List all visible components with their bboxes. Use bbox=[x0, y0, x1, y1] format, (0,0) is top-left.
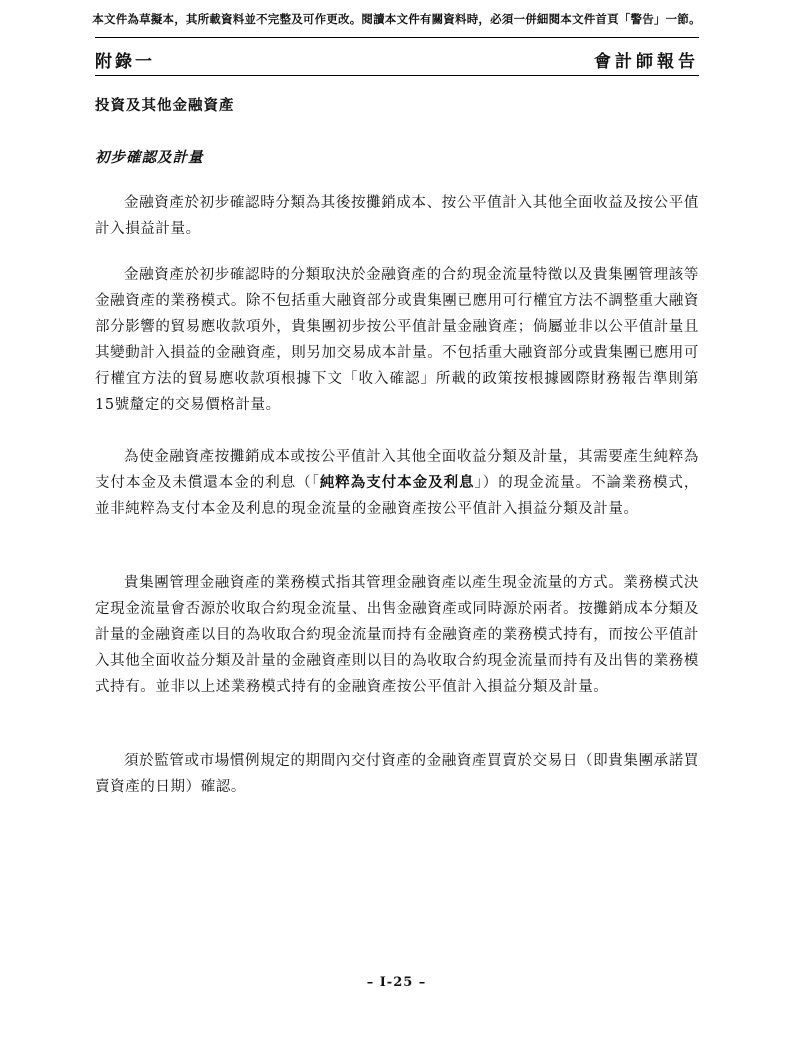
draft-disclaimer: 本文件為草擬本，其所載資料並不完整及可作更改。閱讀本文件有關資料時，必須一併細閱本文件首頁「警告」一節。 bbox=[92, 12, 701, 26]
appendix-label: 附錄一 bbox=[95, 52, 155, 72]
subsection-title: 初步確認及計量 bbox=[95, 149, 204, 166]
paragraph-sppi bbox=[95, 444, 699, 522]
sppi-text-before: 為使金融資產按攤銷成本或按公平值計入其他全面收益分類及計量，其需要產生純粹為支付本金及未償還本金的利息（「 bbox=[95, 449, 699, 491]
page-number: – I-25 – bbox=[366, 975, 427, 990]
paragraph-business-model: 貴集團管理金融資產的業務模式指其管理金融資產以產生現金流量的方式。業務模式決定現金流量會否源於收取合約現金流量、出售金融資產或同時源於兩者。按攤銷成本分類及計量的金融資產以目的為收取合約現金流量而持有金融資產的業務模式持有，而按公平值計入其他全面收益分類及計量的金融資產則以目的為收取合約現金流量而持有及出售的業務模式持有。並非以上述業務模式持有的金融資產按公平值計入損益分類及計量。 bbox=[95, 575, 699, 695]
paragraph-business-model-classification: 金融資產於初步確認時的分類取決於金融資產的合約現金流量特徵以及貴集團管理該等金融資產的業務模式。除不包括重大融資部分或貴集團已應用可行權宜方法不調整重大融資部分影響的貿易應收款項外，貴集團初步按公平值計量金融資產；倘屬並非以公平值計量且其變動計入損益的金融資產，則另加交易成本計量。不包括重大融資部分或貴集團已應用可行權宜方法的貿易應收款項根據下文「收入確認」所載的政策按根據國際財務報告準則第15號釐定的交易價格計量。 bbox=[95, 267, 699, 413]
paragraph-classification: 金融資產於初步確認時分類為其後按攤銷成本、按公平值計入其他全面收益及按公平值計入損益計量。 bbox=[95, 195, 699, 237]
paragraph-trade-date: 須於監管或市場慣例規定的期間內交付資產的金融資產買賣於交易日（即貴集團承諾買賣資產的日期）確認。 bbox=[95, 753, 699, 795]
sppi-text-after: 」）的現金流量。不論業務模式，並非純粹為支付本金及利息的現金流量的金融資產按公平值計入損益分類及計量。 bbox=[95, 475, 700, 517]
header-bottom-rule bbox=[95, 75, 699, 76]
header-top-rule bbox=[95, 37, 699, 38]
sppi-defined-term: 純粹為支付本金及利息 bbox=[319, 474, 475, 491]
section-title: 投資及其他金融資產 bbox=[95, 97, 235, 114]
report-title: 會計師報告 bbox=[594, 52, 699, 72]
